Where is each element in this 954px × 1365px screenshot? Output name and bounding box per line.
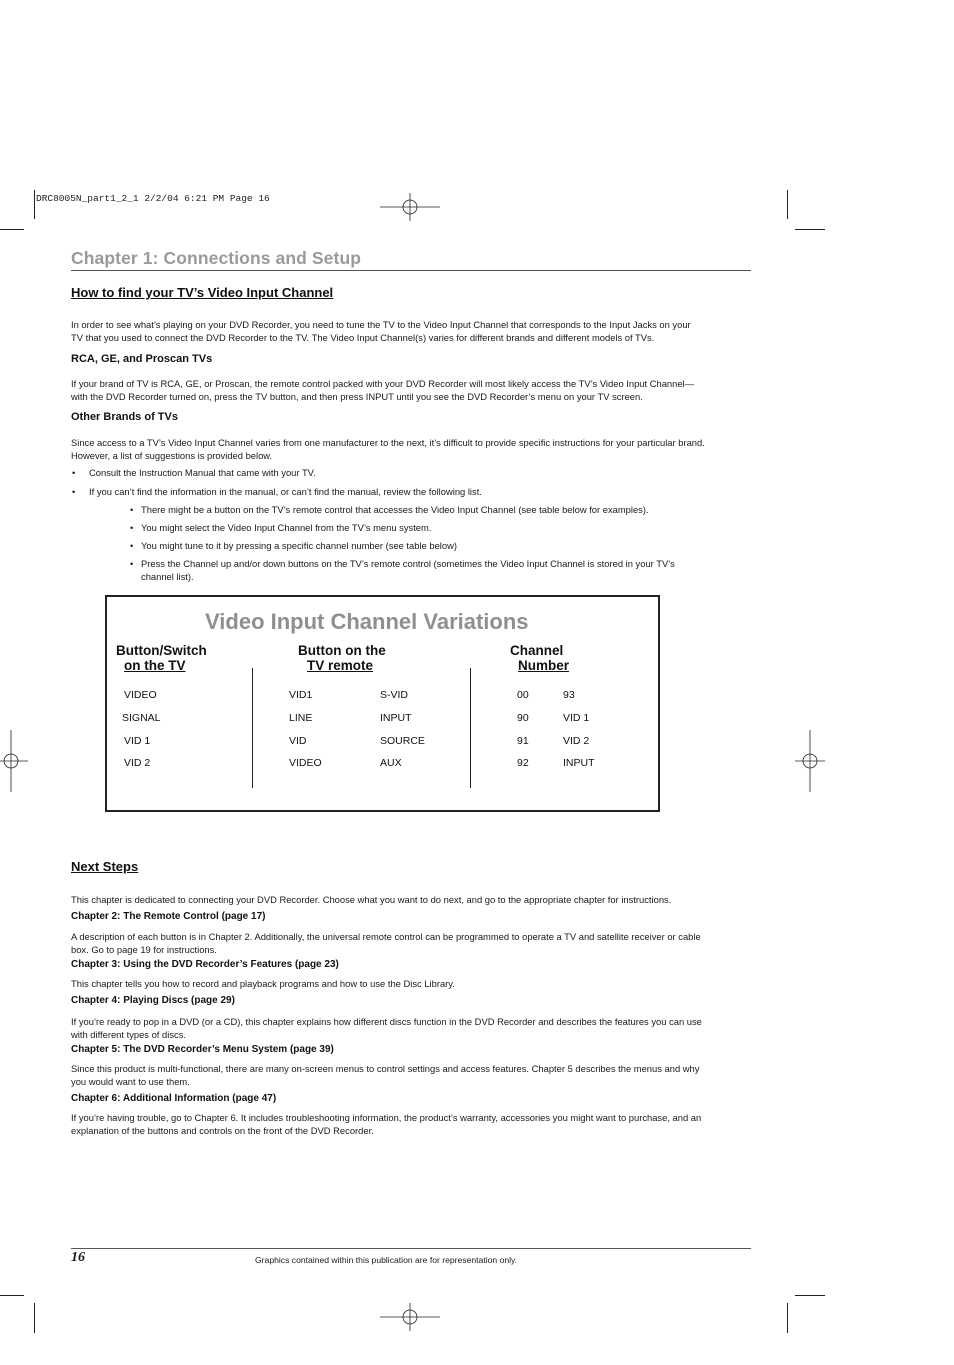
list-item — [72, 466, 316, 479]
header-line: Channel — [510, 643, 564, 658]
crop-mark — [0, 1295, 24, 1296]
table-cell: S-VID — [380, 689, 409, 701]
crop-mark — [795, 229, 825, 230]
sub-list-item — [130, 539, 741, 552]
column-divider — [470, 668, 471, 788]
list-item-text: Consult the Instruction Manual that came with your TV. — [89, 467, 316, 478]
table-cell: SIGNAL — [122, 712, 161, 724]
subheading-rca: RCA, GE, and Proscan TVs — [71, 353, 213, 365]
bullet-icon: • — [72, 467, 76, 478]
table-cell: 92 — [517, 757, 529, 769]
list-item-text: There might be a button on the TV’s remote control that accesses the Video Input Channel (see table below for examples). — [141, 504, 649, 515]
text-line: TV that you used to connect the DVD Recorder to the TV. The Video Input Channel(s) varies for different brands and different models of TVs. — [71, 332, 655, 343]
header-line: on the TV — [124, 658, 186, 673]
header-line: Button/Switch — [116, 643, 207, 658]
chapter-description — [71, 977, 756, 990]
header-line: Button on the — [298, 643, 386, 658]
text-line: Since this product is multi-functional, there are many on-screen menus to control settings and access features. Chapter 5 describes the menus and why — [71, 1063, 700, 1074]
column-divider — [252, 668, 253, 788]
chapter-description — [71, 930, 756, 956]
chapter-link-title: Chapter 2: The Remote Control (page 17) — [71, 911, 266, 922]
chapter-link-title: Chapter 5: The DVD Recorder’s Menu System (page 39) — [71, 1044, 334, 1055]
bullet-icon: • — [130, 540, 134, 551]
text-line: A description of each button is in Chapter 2. Additionally, the universal remote control can be programmed to operate a TV and satellite receiver or cable — [71, 931, 701, 942]
column-header-tv-remote — [298, 643, 386, 673]
print-slug: DRC8005N_part1_2_1 2/2/04 6:21 PM Page 16 — [36, 193, 270, 204]
subheading-other-brands: Other Brands of TVs — [71, 411, 178, 423]
list-item-text: If you can’t find the information in the manual, or can’t find the manual, review the following list. — [89, 486, 482, 497]
list-item — [72, 485, 482, 498]
footer-note: Graphics contained within this publication are for representation only. — [255, 1255, 518, 1265]
list-item-text: channel list). — [141, 571, 194, 582]
intro-paragraph — [71, 318, 756, 344]
list-item-text: You might select the Video Input Channel from the TV’s menu system. — [141, 522, 432, 533]
text-line: you would want to use them. — [71, 1076, 190, 1087]
table-cell: VID 1 — [124, 735, 151, 747]
text-line: with the DVD Recorder turned on, press the TV button, and then press INPUT until you see the DVD Recorder’s menu on your TV screen. — [71, 391, 643, 402]
table-cell: 00 — [517, 689, 529, 701]
column-header-channel-number — [510, 643, 569, 673]
table-cell: VID1 — [289, 689, 313, 701]
text-line: In order to see what’s playing on your DVD Recorder, you need to tune the TV to the Video Input Channel that corresponds to the Input Jacks on your — [71, 319, 691, 330]
registration-mark-icon — [380, 1303, 440, 1331]
table-cell: VID 1 — [563, 712, 590, 724]
table-cell: VID 2 — [124, 757, 151, 769]
chapter-link-title: Chapter 3: Using the DVD Recorder’s Features (page 23) — [71, 959, 339, 970]
table-title: Video Input Channel Variations — [205, 609, 529, 634]
crop-mark — [34, 190, 35, 219]
text-line: Since access to a TV’s Video Input Channel varies from one manufacturer to the next, it’s difficult to provide specific instructions for your particular brand. — [71, 437, 705, 448]
sub-list-item — [130, 557, 741, 583]
list-item-text: Press the Channel up and/or down buttons on the TV’s remote control (sometimes the Video Input Channel is stored in your TV’s — [141, 558, 675, 569]
other-brands-paragraph — [71, 436, 756, 462]
chapter-description — [71, 1062, 756, 1088]
table-cell: 90 — [517, 712, 529, 724]
table-cell: LINE — [289, 712, 313, 724]
table-cell: SOURCE — [380, 735, 425, 747]
table-cell: VID 2 — [563, 735, 590, 747]
chapter-link-title: Chapter 6: Additional Information (page 47) — [71, 1093, 277, 1104]
text-line: box. Go to page 19 for instructions. — [71, 944, 217, 955]
table-cell: 93 — [563, 689, 575, 701]
text-line: If you’re having trouble, go to Chapter 6. It includes troubleshooting information, the product’s warranty, accessories you might want to purchase, and an — [71, 1112, 702, 1123]
text-line: explanation of the buttons and controls on the front of the DVD Recorder. — [71, 1125, 374, 1136]
chapter-description — [71, 1111, 756, 1137]
next-steps-heading: Next Steps — [71, 859, 139, 874]
list-item-text: You might tune to it by pressing a specific channel number (see table below) — [141, 540, 457, 551]
rca-paragraph — [71, 377, 756, 403]
text-line: with different types of discs. — [71, 1029, 186, 1040]
crop-mark — [795, 1295, 825, 1296]
header-line: TV remote — [307, 658, 374, 673]
text-line: However, a list of suggestions is provided below. — [71, 450, 273, 461]
column-header-button-switch — [116, 643, 207, 673]
table-cell: VIDEO — [124, 689, 157, 701]
crop-mark — [787, 190, 788, 219]
registration-mark-icon — [0, 730, 28, 792]
text-line: If your brand of TV is RCA, GE, or Proscan, the remote control packed with your DVD Recorder will most likely access the TV’s Video Input Channel— — [71, 378, 695, 389]
bullet-icon: • — [72, 486, 76, 497]
chapter-title: Chapter 1: Connections and Setup — [71, 248, 362, 268]
crop-mark — [0, 229, 24, 230]
text-line: This chapter tells you how to record and playback programs and how to use the Disc Library. — [71, 978, 455, 989]
section-heading: How to find your TV’s Video Input Channel — [71, 285, 334, 300]
bullet-icon: • — [130, 504, 134, 515]
table-cell: 91 — [517, 735, 529, 747]
footer-rule — [71, 1248, 751, 1249]
sub-list-item — [130, 521, 741, 534]
page-number: 16 — [71, 1250, 85, 1265]
sub-list-item — [130, 503, 741, 516]
table-cell: AUX — [380, 757, 402, 769]
text-line: If you’re ready to pop in a DVD (or a CD), this chapter explains how different discs function in the DVD Recorder and describes the features you can use — [71, 1016, 702, 1027]
table-cell: VIDEO — [289, 757, 322, 769]
bullet-icon: • — [130, 558, 134, 569]
table-cell: VID — [289, 735, 307, 747]
chapter-rule — [71, 270, 751, 271]
chapter-description — [71, 1015, 756, 1041]
bullet-icon: • — [130, 522, 134, 533]
table-cell: INPUT — [563, 757, 595, 769]
registration-mark-icon — [795, 730, 825, 792]
registration-mark-icon — [380, 193, 440, 221]
crop-mark — [34, 1303, 35, 1333]
header-line: Number — [518, 658, 570, 673]
table-cell: INPUT — [380, 712, 412, 724]
crop-mark — [787, 1303, 788, 1333]
next-steps-intro: This chapter is dedicated to connecting your DVD Recorder. Choose what you want to do next, and go to the appropriate chapter for instructions. — [71, 894, 672, 905]
chapter-link-title: Chapter 4: Playing Discs (page 29) — [71, 995, 235, 1006]
